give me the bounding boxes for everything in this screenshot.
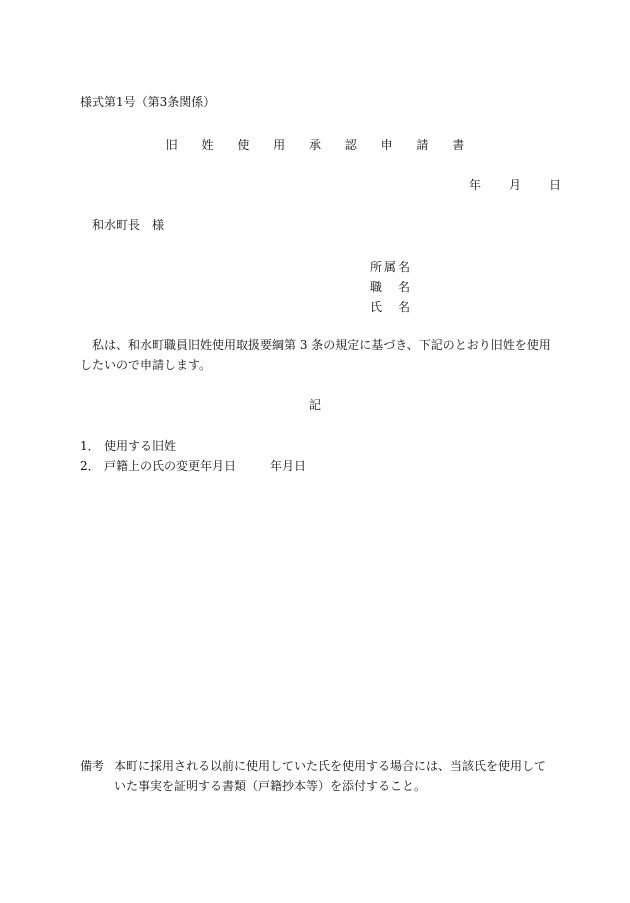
position-label: 職 名 bbox=[370, 280, 410, 294]
addressee: 和水町長 様 bbox=[92, 218, 165, 232]
item-number: 1． bbox=[80, 439, 100, 453]
date-year-label: 年 bbox=[469, 178, 482, 192]
remarks bbox=[80, 756, 552, 796]
item-list bbox=[80, 436, 306, 476]
application-statement: 私は、和水町職員旧姓使用取扱要綱第 3 条の規定に基づき、下記のとおり旧姓を使用したいので申請します。 bbox=[80, 338, 551, 372]
remarks-text: 本町に採用される以前に使用していた氏を使用する場合には、当該氏を使用していた事実を証明する書類（戸籍抄本等）を添付すること。 bbox=[114, 759, 547, 793]
date-month-label: 月 bbox=[509, 178, 522, 192]
item-label: 使用する旧姓 bbox=[104, 439, 177, 453]
list-item bbox=[80, 436, 306, 456]
item-label: 戸籍上の氏の変更年月日 bbox=[104, 459, 237, 473]
remarks-label: 備考 bbox=[80, 759, 105, 773]
date-line bbox=[469, 177, 561, 193]
item-value: 年月日 bbox=[270, 459, 307, 473]
form-number: 様式第1号（第3条関係） bbox=[80, 95, 216, 109]
item-number: 2． bbox=[80, 459, 100, 473]
document-title: 旧 姓 使 用 承 認 申 請 書 bbox=[165, 138, 475, 152]
list-item bbox=[80, 456, 306, 476]
ki-heading: 記 bbox=[308, 398, 321, 412]
affiliation-label: 所属名 bbox=[370, 260, 410, 274]
name-label: 氏 名 bbox=[370, 300, 410, 314]
date-day-label: 日 bbox=[549, 178, 562, 192]
applicant-block bbox=[370, 257, 410, 317]
